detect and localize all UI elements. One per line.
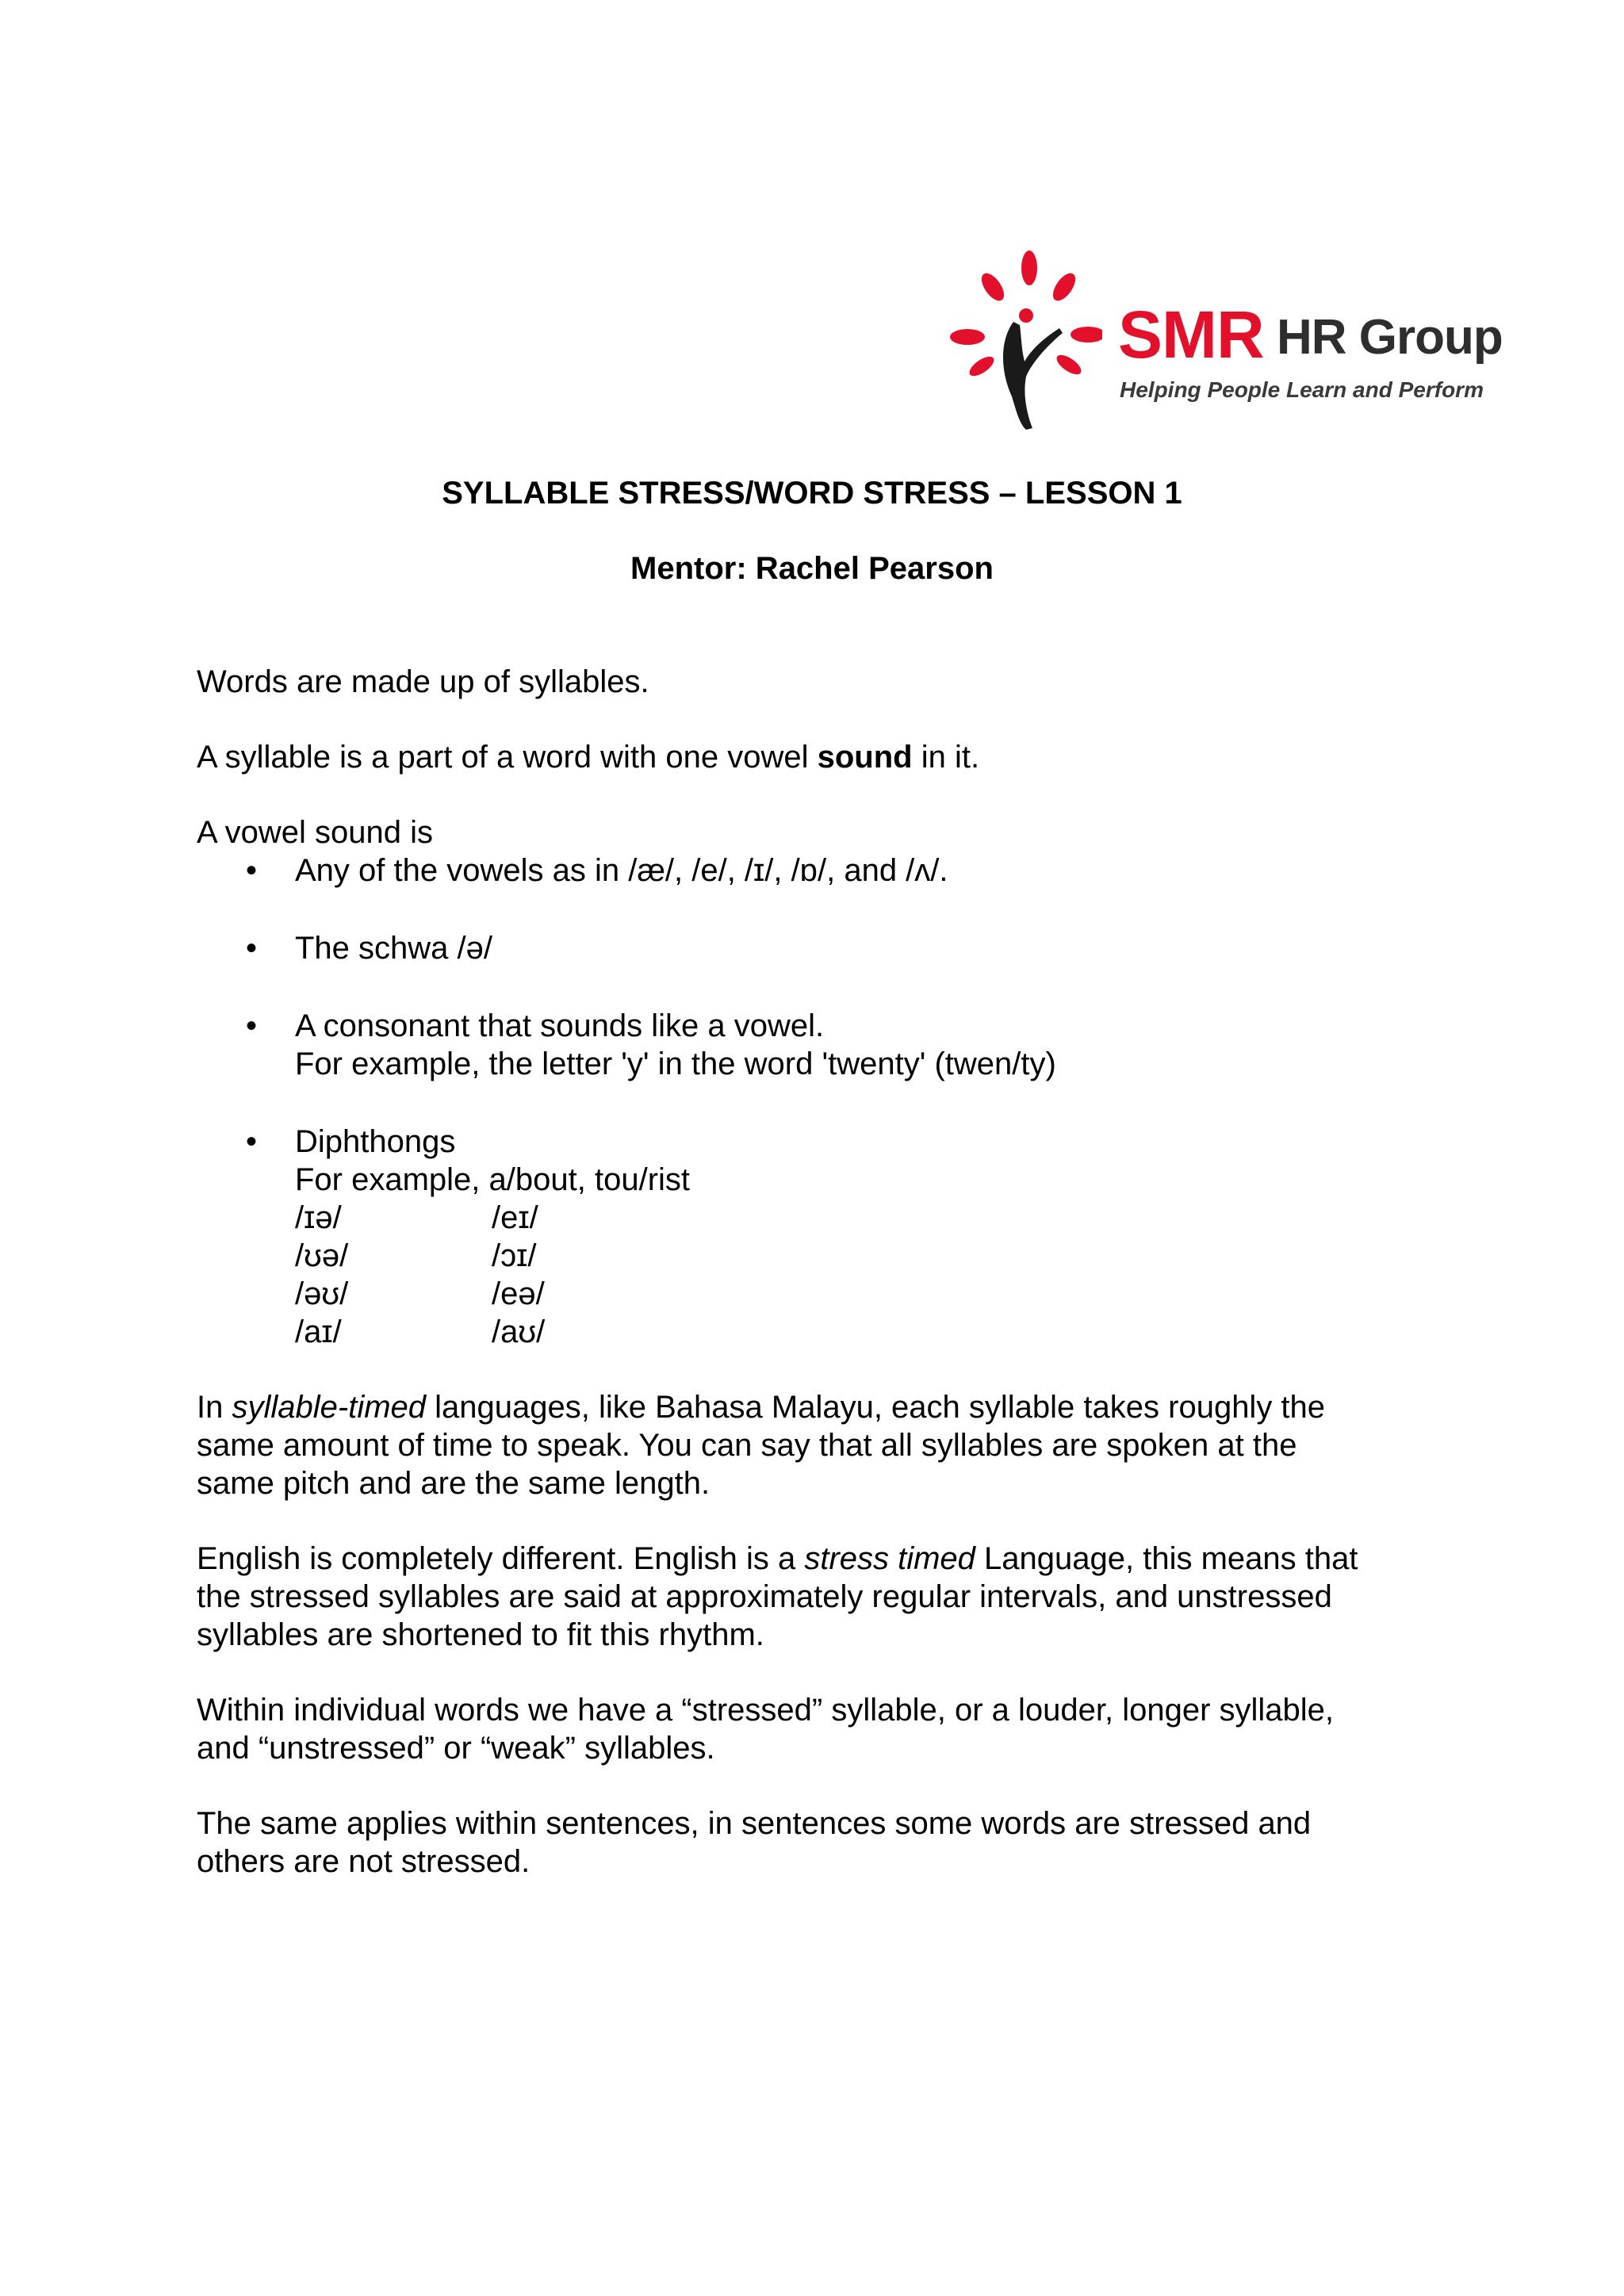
- paragraph-5-italic: stress timed: [804, 1541, 975, 1576]
- diphthong-symbol: /ʊə/: [295, 1238, 349, 1273]
- bullet-dot: •: [246, 1008, 258, 1043]
- diphthong-symbol: /ɔɪ/: [492, 1238, 537, 1273]
- paragraph-4-line-3: same pitch and are the same length.: [197, 1466, 710, 1501]
- diphthong-symbol: /eə/: [492, 1276, 545, 1311]
- diphthong-symbol: /aʊ/: [492, 1314, 546, 1349]
- paragraph-6-line-1: Within individual words we have a “stressed” syllable, or a louder, longer syllable,: [197, 1693, 1335, 1728]
- paragraph-7-line-1: The same applies within sentences, in sentences some words are stressed and: [197, 1806, 1312, 1841]
- bullet-dot: •: [246, 853, 258, 888]
- paragraph-5-line-3: syllables are shortened to fit this rhythm.: [197, 1617, 764, 1652]
- bullet-dot: •: [246, 1124, 258, 1159]
- diphthong-symbol: /eɪ/: [492, 1200, 538, 1235]
- bullet-item-3-line-2: For example, the letter 'y' in the word 'twenty' (twen/ty): [295, 1047, 1056, 1081]
- page-title: SYLLABLE STRESS/WORD STRESS – LESSON 1: [442, 476, 1182, 511]
- paragraph-4-italic: syllable-timed: [232, 1390, 427, 1425]
- paragraph-2-bold: sound: [817, 740, 913, 775]
- logo-figure-icon: [944, 246, 1102, 436]
- diphthong-symbol: /əʊ/: [295, 1276, 349, 1311]
- paragraph-3: A vowel sound is: [197, 815, 433, 850]
- paragraph-2-end: in it.: [912, 740, 980, 775]
- logo-brand-rest-text: HR Group: [1277, 310, 1503, 365]
- paragraph-6-line-2: and “unstressed” or “weak” syllables.: [197, 1731, 715, 1766]
- company-logo: [944, 246, 1515, 436]
- mentor-line: Mentor: Rachel Pearson: [630, 551, 994, 586]
- bullet-item-4-line-1: Diphthongs: [295, 1124, 456, 1159]
- paragraph-7-line-2: others are not stressed.: [197, 1844, 530, 1879]
- paragraph-5-start: English is completely different. English is a: [197, 1541, 805, 1576]
- paragraph-4-line-1-end: languages, like Bahasa Malayu, each syllable takes roughly the: [426, 1390, 1326, 1425]
- paragraph-1: Words are made up of syllables.: [197, 664, 649, 699]
- paragraph-4-start: In: [197, 1390, 232, 1425]
- paragraph-2-start: A syllable is a part of a word with one vowel: [197, 740, 818, 775]
- bullet-item-4-line-2: For example, a/bout, tou/rist: [295, 1162, 691, 1197]
- diphthong-symbol: /ɪə/: [295, 1200, 342, 1235]
- bullet-item-3-line-1: A consonant that sounds like a vowel.: [295, 1008, 825, 1043]
- bullet-item-1: Any of the vowels as in /æ/, /e/, /ɪ/, /ɒ/, and /ʌ/.: [295, 853, 948, 888]
- paragraph-5-line-1: [197, 1540, 1434, 1578]
- logo-brand-text: SMR: [1118, 297, 1264, 372]
- paragraph-4-line-1: [197, 1388, 1434, 1426]
- paragraph-2: [197, 738, 1434, 776]
- paragraph-5-line-2: the stressed syllables are said at approximately regular intervals, and unstressed: [197, 1579, 1332, 1614]
- paragraph-4-line-2: same amount of time to speak. You can say that all syllables are spoken at the: [197, 1428, 1297, 1463]
- bullet-dot: •: [246, 931, 258, 966]
- logo-tagline: Helping People Learn and Perform: [1120, 377, 1484, 402]
- diphthong-symbol: /aɪ/: [295, 1314, 342, 1349]
- bullet-item-2: The schwa /ə/: [295, 931, 493, 966]
- paragraph-5-line-1-end: Language, this means that: [975, 1541, 1358, 1576]
